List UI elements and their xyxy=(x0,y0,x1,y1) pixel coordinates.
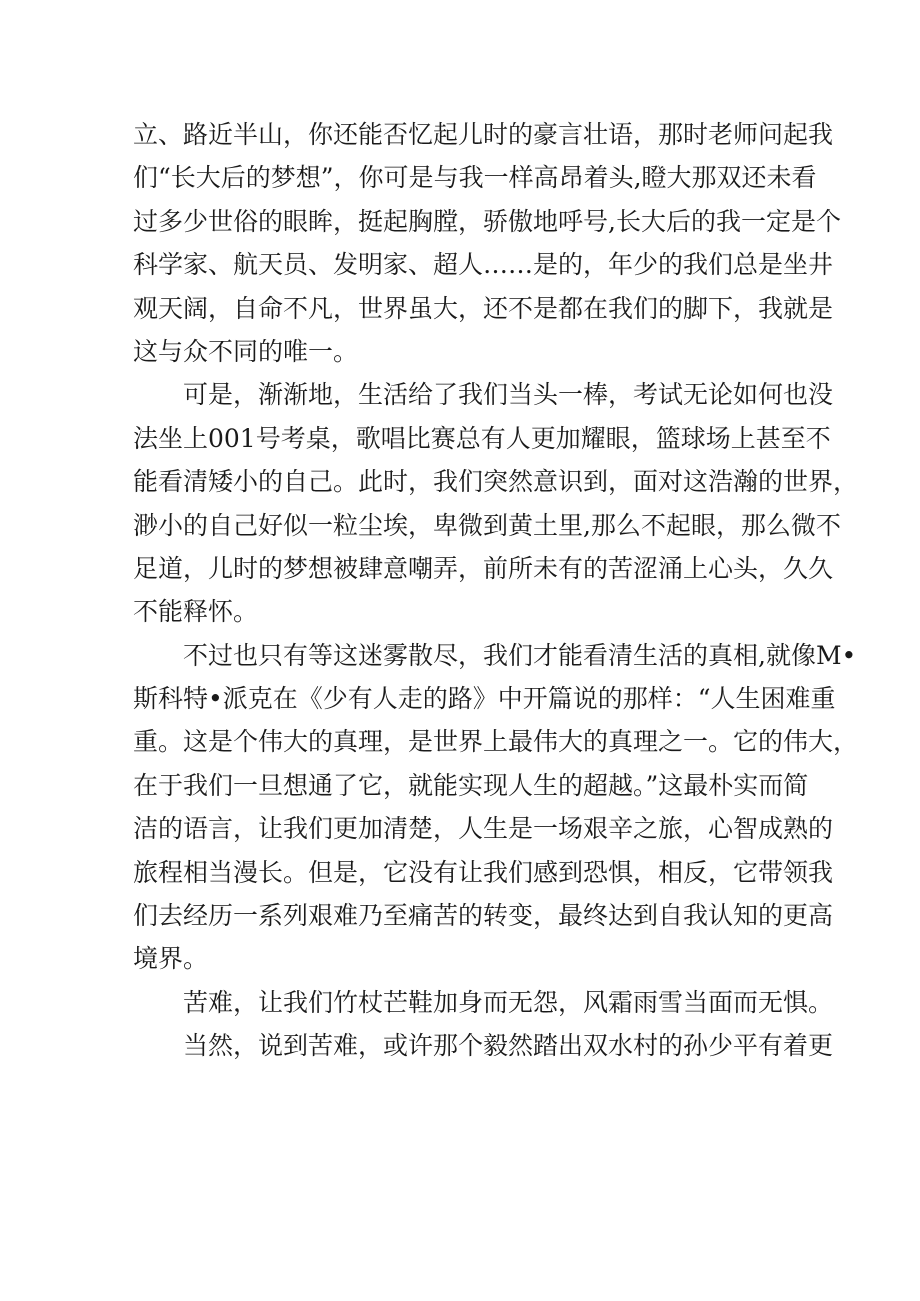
text-line: 苦难，让我们竹杖芒鞋加身而无怨，风霜雨雪当面而无惧。 xyxy=(183,987,834,1017)
text-line: 不过也只有等这迷雾散尽，我们才能看清生活的真相,就像M• xyxy=(183,640,857,670)
body-text xyxy=(133,113,859,1068)
paragraph xyxy=(133,1024,834,1067)
text-line: 法坐上001号考桌，歌唱比赛总有人更加耀眼，篮球场上甚至不 xyxy=(133,423,831,453)
text-line: 重。这是个伟大的真理，是世界上最伟大的真理之一。它的伟大， xyxy=(133,727,859,757)
text-line: 渺小的自己好似一粒尘埃，卑微到黄土里,那么不起眼，那么微不 xyxy=(133,510,841,540)
text-line: 这与众不同的唯一。 xyxy=(133,336,359,366)
text-line: 们“长大后的梦想”，你可是与我一样高昂着头,瞪大那双还未看 xyxy=(133,163,817,193)
text-line: 旅程相当漫长。但是，它没有让我们感到恐惧，相反，它带领我 xyxy=(133,857,834,887)
text-line: 在于我们一旦想通了它，就能实现人生的超越。”这最朴实而简 xyxy=(133,770,809,800)
text-line: 可是，渐渐地，生活给了我们当头一棒，考试无论如何也没 xyxy=(183,380,834,410)
text-line: 观天阔，自命不凡，世界虽大，还不是都在我们的脚下，我就是 xyxy=(133,293,834,323)
text-line: 们去经历一系列艰难乃至痛苦的转变，最终达到自我认知的更高 xyxy=(133,901,834,931)
text-line: 足道，儿时的梦想被肆意嘲弄，前所未有的苦涩涌上心头，久久 xyxy=(133,553,834,583)
text-line: 境界。 xyxy=(133,944,209,974)
text-line: 当然，说到苦难，或许那个毅然踏出双水村的孙少平有着更 xyxy=(183,1031,834,1061)
paragraph xyxy=(133,634,859,981)
text-line: 洁的语言，让我们更加清楚，人生是一场艰辛之旅，心智成熟的 xyxy=(133,814,834,844)
paragraph xyxy=(133,373,859,633)
paragraph xyxy=(133,981,834,1024)
paragraph xyxy=(133,113,841,373)
text-line: 过多少世俗的眼眸，挺起胸膛，骄傲地呼号,长大后的我一定是个 xyxy=(133,206,841,236)
text-line: 立、路近半山，你还能否忆起儿时的豪言壮语，那时老师问起我 xyxy=(133,120,834,149)
text-line: 能看清矮小的自己。此时，我们突然意识到，面对这浩瀚的世界， xyxy=(133,467,859,497)
text-line: 斯科特•派克在《少有人走的路》中开篇说的那样：“人生困难重 xyxy=(133,684,836,714)
text-line: 科学家、航天员、发明家、超人……是的，年少的我们总是坐井 xyxy=(133,250,834,280)
text-line: 不能释怀。 xyxy=(133,597,259,627)
